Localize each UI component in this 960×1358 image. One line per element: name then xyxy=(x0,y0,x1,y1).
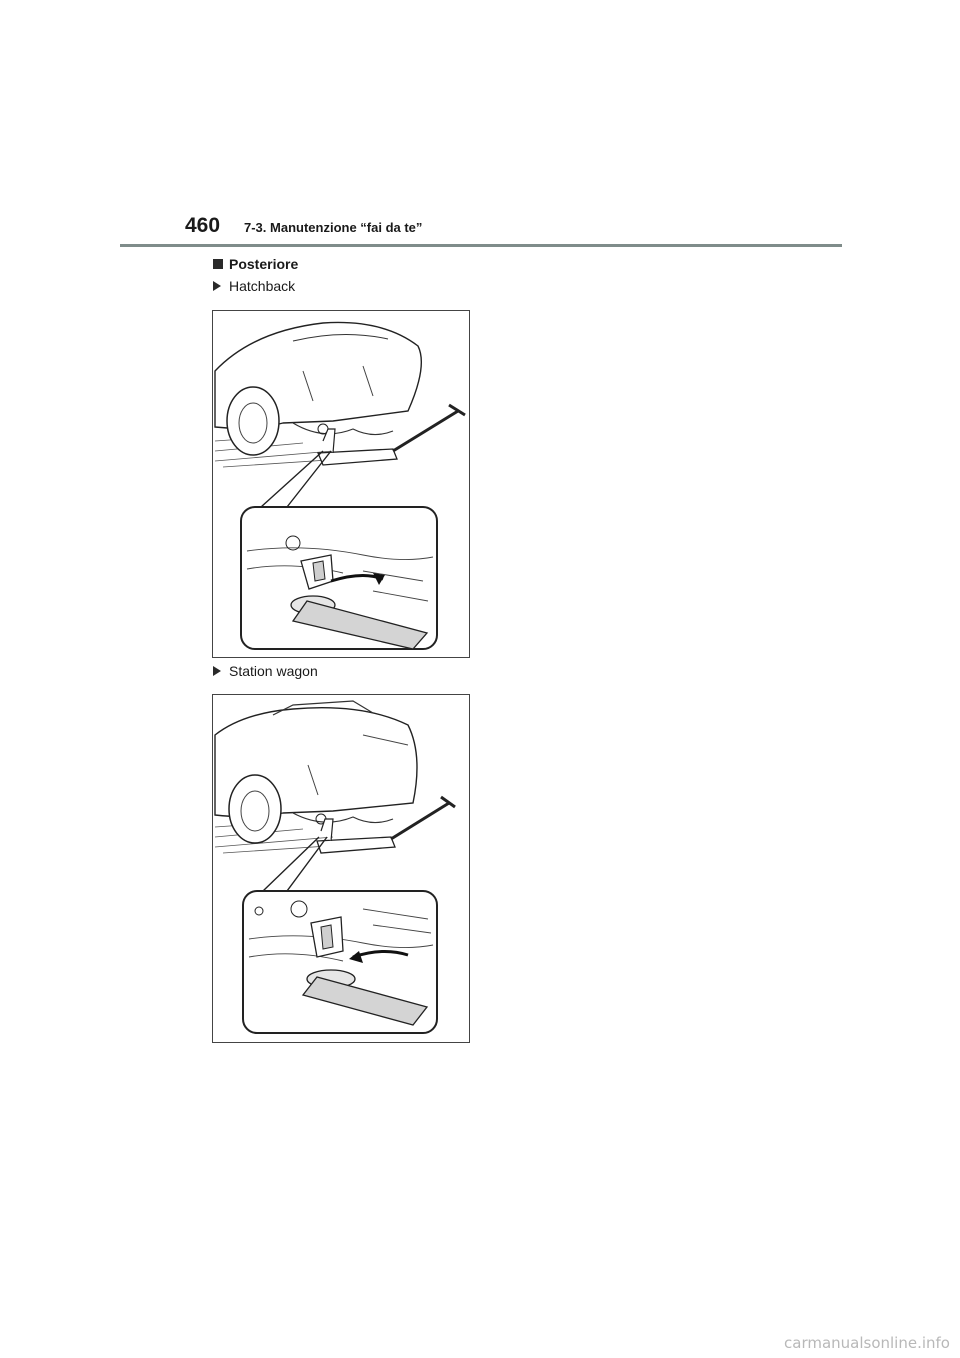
jack-illustration-station-wagon xyxy=(213,695,469,1042)
subheading-station-wagon xyxy=(213,663,318,679)
figure-hatchback xyxy=(212,310,470,658)
section-heading xyxy=(213,256,298,272)
square-bullet-icon xyxy=(213,259,223,269)
jack-illustration-hatchback xyxy=(213,311,469,657)
page-number: 460 xyxy=(185,214,221,237)
heading-text: Posteriore xyxy=(229,256,299,272)
triangle-bullet-icon xyxy=(213,666,221,676)
header-rule xyxy=(120,244,842,247)
subheading-label: Station wagon xyxy=(229,663,318,679)
subheading-hatchback xyxy=(213,278,295,294)
section-title: 7-3. Manutenzione “fai da te” xyxy=(244,220,423,235)
watermark: carmanualsonline.info xyxy=(784,1334,950,1352)
triangle-bullet-icon xyxy=(213,281,221,291)
figure-station-wagon xyxy=(212,694,470,1043)
subheading-label: Hatchback xyxy=(229,278,296,294)
